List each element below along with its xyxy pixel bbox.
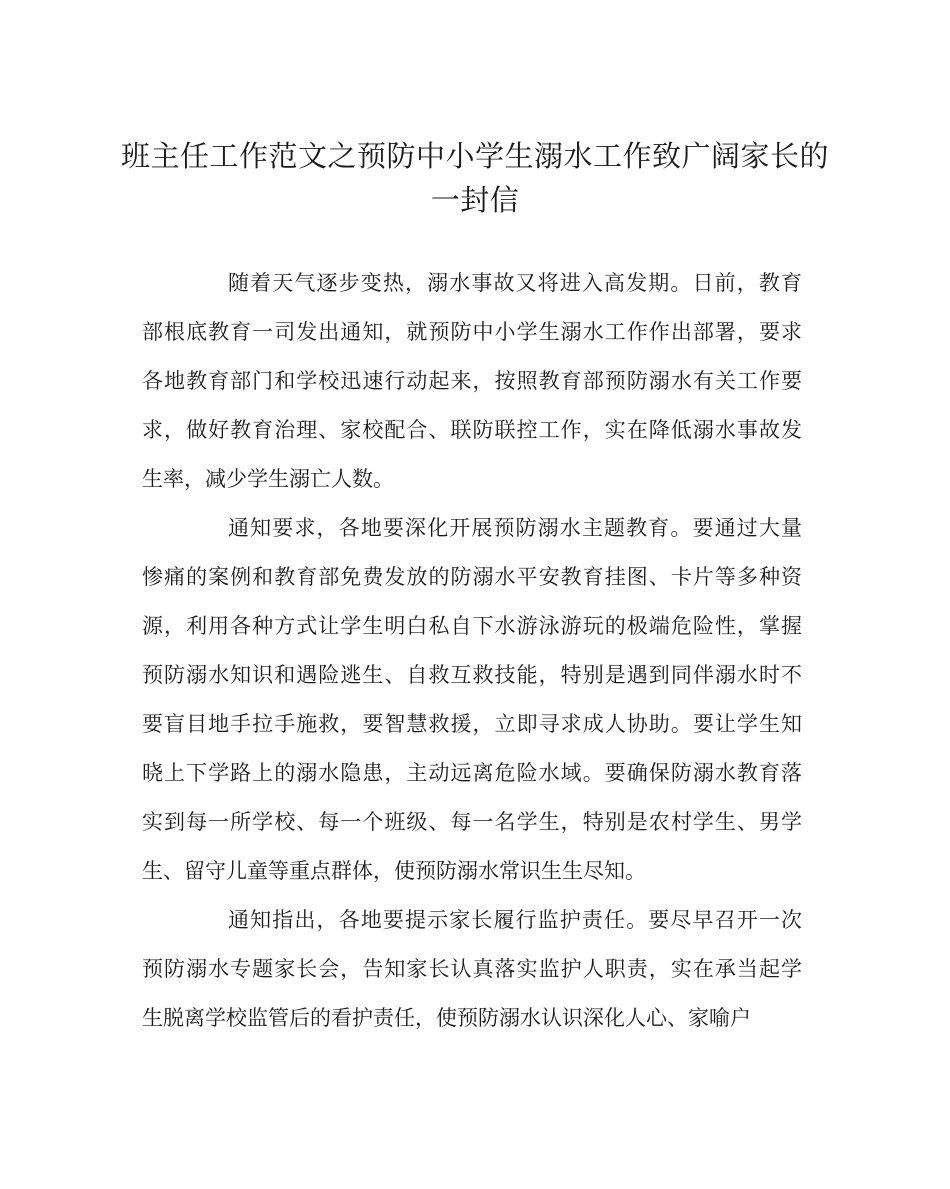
paragraph-3-line-2: 预防溺水专题家长会，告知家长认真落实监护人职责，实在承当起学 (142, 957, 802, 981)
paragraph-1-line-1: 随着天气逐步变热，溺水事故又将进入高发期。日前，教育 (228, 271, 802, 295)
paragraph-2-line-5: 要盲目地手拉手施救，要智慧救援，立即寻求成人协助。要让学生知 (142, 712, 802, 736)
paragraph-3-line-3: 生脱离学校监管后的看护责任，使预防溺水认识深化人心、家喻户 (142, 1006, 751, 1030)
paragraph-2-line-8: 生、留守儿童等重点群体，使预防溺水常识生生尽知。 (142, 859, 646, 883)
paragraph-2-line-7: 实到每一所学校、每一个班级、每一名学生，特别是农村学生、男学 (142, 810, 802, 834)
paragraph-2-line-6: 晓上下学路上的溺水隐患，主动远离危险水域。要确保防溺水教育落 (142, 761, 802, 785)
paragraph-2-line-2: 惨痛的案例和教育部免费发放的防溺水平安教育挂图、卡片等多种资 (142, 565, 802, 589)
paragraph-1-line-4: 求，做好教育治理、家校配合、联防联控工作，实在降低溺水事故发 (142, 418, 802, 442)
paragraph-1-line-5: 生率，减少学生溺亡人数。 (142, 467, 394, 491)
paragraph-2-line-3: 源，利用各种方式让学生明白私自下水游泳游玩的极端危险性，掌握 (142, 614, 802, 638)
document-title-line-1: 班主任工作范文之预防中小学生溺水工作致广阔家长的 (120, 139, 829, 173)
paragraph-2-line-4: 预防溺水知识和遇险逃生、自救互救技能，特别是遇到同伴溺水时不 (142, 663, 802, 687)
paragraph-1-line-2: 部根底教育一司发出通知，就预防中小学生溺水工作作出部署，要求 (142, 320, 802, 344)
paragraph-3-line-1: 通知指出，各地要提示家长履行监护责任。要尽早召开一次 (228, 908, 802, 932)
document-title-line-2: 一封信 (430, 183, 520, 217)
paragraph-2-line-1: 通知要求，各地要深化开展预防溺水主题教育。要通过大量 (228, 516, 802, 540)
paragraph-1-line-3: 各地教育部门和学校迅速行动起来，按照教育部预防溺水有关工作要 (142, 369, 802, 393)
